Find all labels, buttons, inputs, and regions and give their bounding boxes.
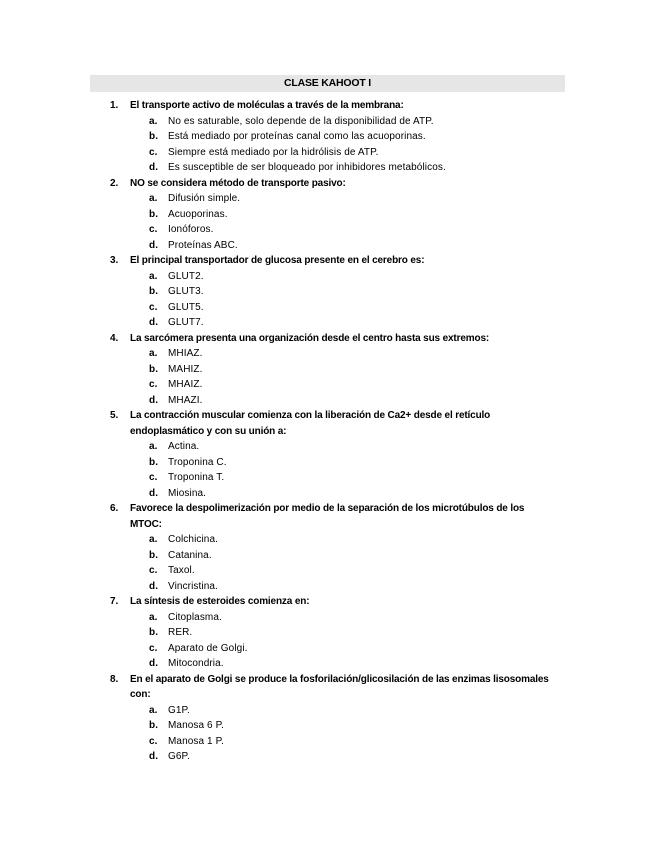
answer-option — [0, 563, 655, 579]
answer-option — [0, 455, 655, 471]
option-text: Mitocondria. — [168, 658, 224, 669]
option-letter: c. — [149, 642, 158, 654]
option-text: MHAIZ. — [168, 379, 203, 390]
option-letter: a. — [149, 115, 158, 127]
answer-option — [0, 532, 655, 548]
option-text: MAHIZ. — [168, 363, 203, 375]
question-list — [0, 98, 655, 765]
option-letter: b. — [149, 627, 159, 638]
answer-option — [0, 548, 655, 564]
question-item — [0, 594, 655, 672]
question-number: 5. — [110, 410, 119, 421]
answer-option — [0, 656, 655, 672]
question-number: 3. — [110, 255, 119, 266]
answer-option — [0, 610, 655, 626]
option-text: Catanina. — [168, 549, 212, 561]
option-letter: b. — [149, 456, 159, 468]
answer-option — [0, 486, 655, 502]
option-text: GLUT7. — [168, 317, 204, 328]
option-text: Aparato de Golgi. — [168, 642, 248, 654]
option-letter: d. — [149, 487, 159, 499]
question-number: 2. — [110, 177, 119, 189]
option-text: Proteínas ABC. — [168, 239, 238, 251]
option-letter: b. — [149, 720, 159, 731]
question-number: 7. — [110, 596, 119, 607]
answer-option — [0, 284, 655, 300]
option-list — [0, 191, 655, 253]
option-letter: d. — [149, 239, 159, 251]
option-letter: a. — [149, 611, 158, 623]
option-letter: c. — [149, 472, 158, 483]
option-text: Citoplasma. — [168, 611, 222, 623]
question-text: NO se considera método de transporte pasivo: — [130, 177, 346, 189]
question-number: 6. — [110, 503, 119, 514]
option-text: GLUT2. — [168, 270, 204, 282]
option-letter: d. — [149, 317, 159, 328]
option-text: Troponina C. — [168, 456, 227, 468]
option-text: Manosa 6 P. — [168, 720, 224, 731]
question-number: 1. — [110, 100, 119, 111]
option-letter: c. — [149, 379, 158, 390]
answer-option — [0, 641, 655, 657]
question-item — [0, 672, 655, 765]
question-item — [0, 501, 655, 594]
option-letter: d. — [149, 162, 159, 173]
question-text: Favorece la despolimerización por medio de la separación de los microtúbulos de los MTOC: — [130, 503, 525, 530]
answer-option — [0, 238, 655, 254]
option-letter: b. — [149, 208, 159, 220]
option-list — [0, 703, 655, 765]
question-text: La síntesis de esteroides comienza en: — [130, 596, 310, 607]
option-text: Siempre está mediado por la hidrólisis de ATP. — [168, 146, 379, 158]
option-letter: d. — [149, 751, 159, 762]
option-text: G6P. — [168, 751, 190, 762]
option-text: MHAZI. — [168, 394, 203, 406]
answer-option — [0, 703, 655, 719]
answer-option — [0, 625, 655, 641]
option-letter: a. — [149, 193, 158, 204]
option-text: RER. — [168, 627, 193, 638]
option-letter: c. — [149, 146, 158, 158]
option-letter: a. — [149, 348, 158, 359]
answer-option — [0, 470, 655, 486]
option-text: Manosa 1 P. — [168, 735, 224, 747]
option-text: Actina. — [168, 441, 200, 452]
option-letter: d. — [149, 658, 159, 669]
option-text: Troponina T. — [168, 472, 225, 483]
option-list — [0, 439, 655, 501]
option-letter: b. — [149, 549, 159, 561]
answer-option — [0, 718, 655, 734]
option-letter: b. — [149, 363, 159, 375]
question-item — [0, 98, 655, 176]
option-text: G1P. — [168, 704, 190, 716]
option-letter: d. — [149, 580, 159, 592]
option-text: Miosina. — [168, 487, 207, 499]
question-text: La contracción muscular comienza con la liberación de Ca2+ desde el retículo endoplasmático y con su unión a: — [130, 410, 491, 437]
question-item — [0, 253, 655, 331]
question-text: La sarcómera presenta una organización desde el centro hasta sus extremos: — [130, 332, 490, 344]
option-letter: c. — [149, 224, 158, 235]
answer-option — [0, 362, 655, 378]
answer-option — [0, 222, 655, 238]
option-letter: d. — [149, 394, 159, 406]
question-text: En el aparato de Golgi se produce la fosforilación/glicosilación de las enzimas lisosomales con: — [130, 673, 549, 700]
option-letter: a. — [149, 270, 158, 282]
option-list — [0, 346, 655, 408]
question-number: 4. — [110, 332, 119, 344]
answer-option — [0, 129, 655, 145]
answer-option — [0, 346, 655, 362]
option-letter: c. — [149, 735, 158, 747]
option-letter: a. — [149, 534, 158, 545]
option-letter: b. — [149, 286, 159, 297]
question-item — [0, 331, 655, 409]
option-text: Taxol. — [168, 565, 195, 576]
option-letter: b. — [149, 131, 159, 142]
option-text: Acuoporinas. — [168, 208, 228, 220]
answer-option — [0, 207, 655, 223]
question-item — [0, 176, 655, 254]
option-letter: c. — [149, 565, 158, 576]
option-text: Está mediado por proteínas canal como las acuoporinas. — [168, 131, 426, 142]
answer-option — [0, 145, 655, 161]
answer-option — [0, 734, 655, 750]
answer-option — [0, 393, 655, 409]
option-text: GLUT3. — [168, 286, 204, 297]
option-list — [0, 269, 655, 331]
question-item — [0, 408, 655, 501]
answer-option — [0, 300, 655, 316]
option-letter: c. — [149, 301, 158, 313]
question-number: 8. — [110, 673, 119, 685]
option-letter: a. — [149, 704, 158, 716]
answer-option — [0, 114, 655, 130]
option-text: Difusión simple. — [168, 193, 241, 204]
answer-option — [0, 439, 655, 455]
option-list — [0, 610, 655, 672]
answer-option — [0, 377, 655, 393]
answer-option — [0, 315, 655, 331]
question-text: El transporte activo de moléculas a través de la membrana: — [130, 100, 404, 111]
answer-option — [0, 749, 655, 765]
option-text: Colchicina. — [168, 534, 219, 545]
option-text: GLUT5. — [168, 301, 204, 313]
option-text: No es saturable, solo depende de la disponibilidad de ATP. — [168, 115, 434, 127]
option-list — [0, 114, 655, 176]
answer-option — [0, 579, 655, 595]
question-text: El principal transportador de glucosa presente en el cerebro es: — [130, 255, 425, 266]
option-text: Vincristina. — [168, 580, 218, 592]
option-text: Es susceptible de ser bloqueado por inhibidores metabólicos. — [168, 162, 446, 173]
page-title: CLASE KAHOOT I — [90, 75, 565, 92]
answer-option — [0, 269, 655, 285]
option-text: Ionóforos. — [168, 224, 214, 235]
option-letter: a. — [149, 441, 158, 452]
answer-option — [0, 160, 655, 176]
option-list — [0, 532, 655, 594]
answer-option — [0, 191, 655, 207]
option-text: MHIAZ. — [168, 348, 203, 359]
